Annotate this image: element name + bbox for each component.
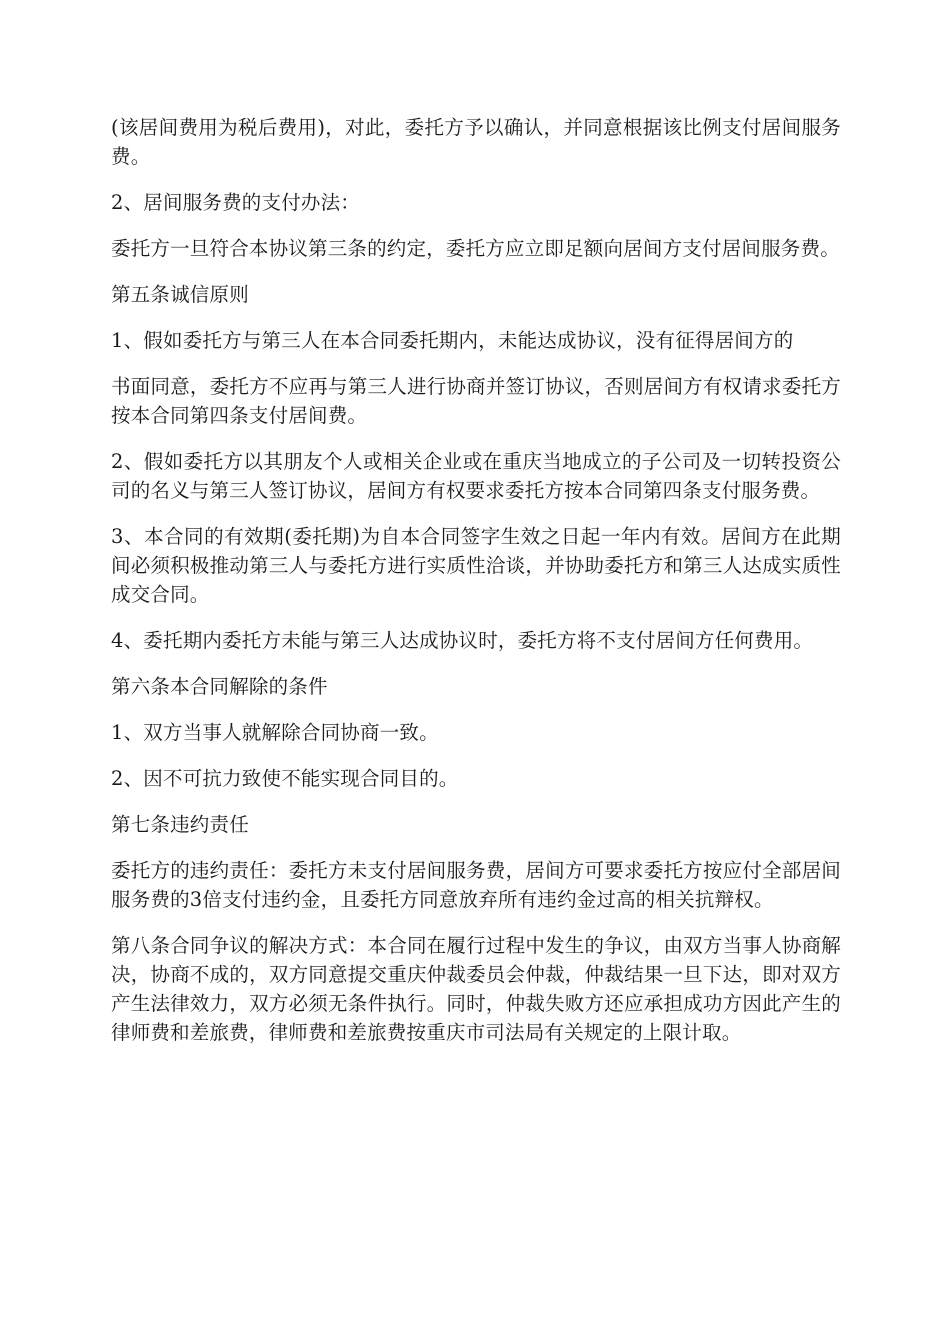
paragraph-article-5-item-2: 2、假如委托方以其朋友个人或相关企业或在重庆当地成立的子公司及一切转投资公司的名义与第三人签订协议，居间方有权要求委托方按本合同第四条支付服务费。 — [111, 450, 841, 502]
paragraph-article-8-dispute: 第八条合同争议的解决方式：本合同在履行过程中发生的争议，由双方当事人协商解决，协商不成的，双方同意提交重庆仲裁委员会仲裁，仲裁结果一旦下达，即对双方产生法律效力，双方必须无条件执行。同时，仲裁失败方还应承担成功方因此产生的律师费和差旅费，律师费和差旅费按重庆市司法局有关规定的上限计取。 — [111, 934, 841, 1044]
paragraph-fee-confirmation: (该居间费用为税后费用)，对此，委托方予以确认，并同意根据该比例支付居间服务费。 — [111, 116, 841, 168]
paragraph-article-5-item-4: 4、委托期内委托方未能与第三人达成协议时，委托方将不支付居间方任何费用。 — [111, 629, 814, 652]
paragraph-payment-method-heading: 2、居间服务费的支付办法： — [111, 191, 361, 214]
section-heading-article-6: 第六条本合同解除的条件 — [111, 675, 328, 698]
paragraph-article-6-item-2: 2、因不可抗力致使不能实现合同目的。 — [111, 767, 459, 790]
section-heading-article-7: 第七条违约责任 — [111, 813, 249, 836]
paragraph-article-5-item-1: 1、假如委托方与第三人在本合同委托期内，未能达成协议，没有征得居间方的 — [111, 329, 794, 352]
paragraph-payment-method: 委托方一旦符合本协议第三条的约定，委托方应立即足额向居间方支付居间服务费。 — [111, 237, 840, 260]
paragraph-article-5-item-3: 3、本合同的有效期(委托期)为自本合同签字生效之日起一年内有效。居间方在此期间必须积极推动第三人与委托方进行实质性洽谈，并协助委托方和第三人达成实质性成交合同。 — [111, 525, 841, 606]
paragraph-article-7-liability: 委托方的违约责任：委托方未支付居间服务费，居间方可要求委托方按应付全部居间服务费的3倍支付违约金，且委托方同意放弃所有违约金过高的相关抗辩权。 — [111, 859, 841, 911]
paragraph-article-5-item-1-cont: 书面同意，委托方不应再与第三人进行协商并签订协议，否则居间方有权请求委托方按本合同第四条支付居间费。 — [111, 375, 841, 427]
section-heading-article-5: 第五条诚信原则 — [111, 283, 249, 306]
document-page — [111, 113, 841, 1064]
paragraph-article-6-item-1: 1、双方当事人就解除合同协商一致。 — [111, 721, 439, 744]
